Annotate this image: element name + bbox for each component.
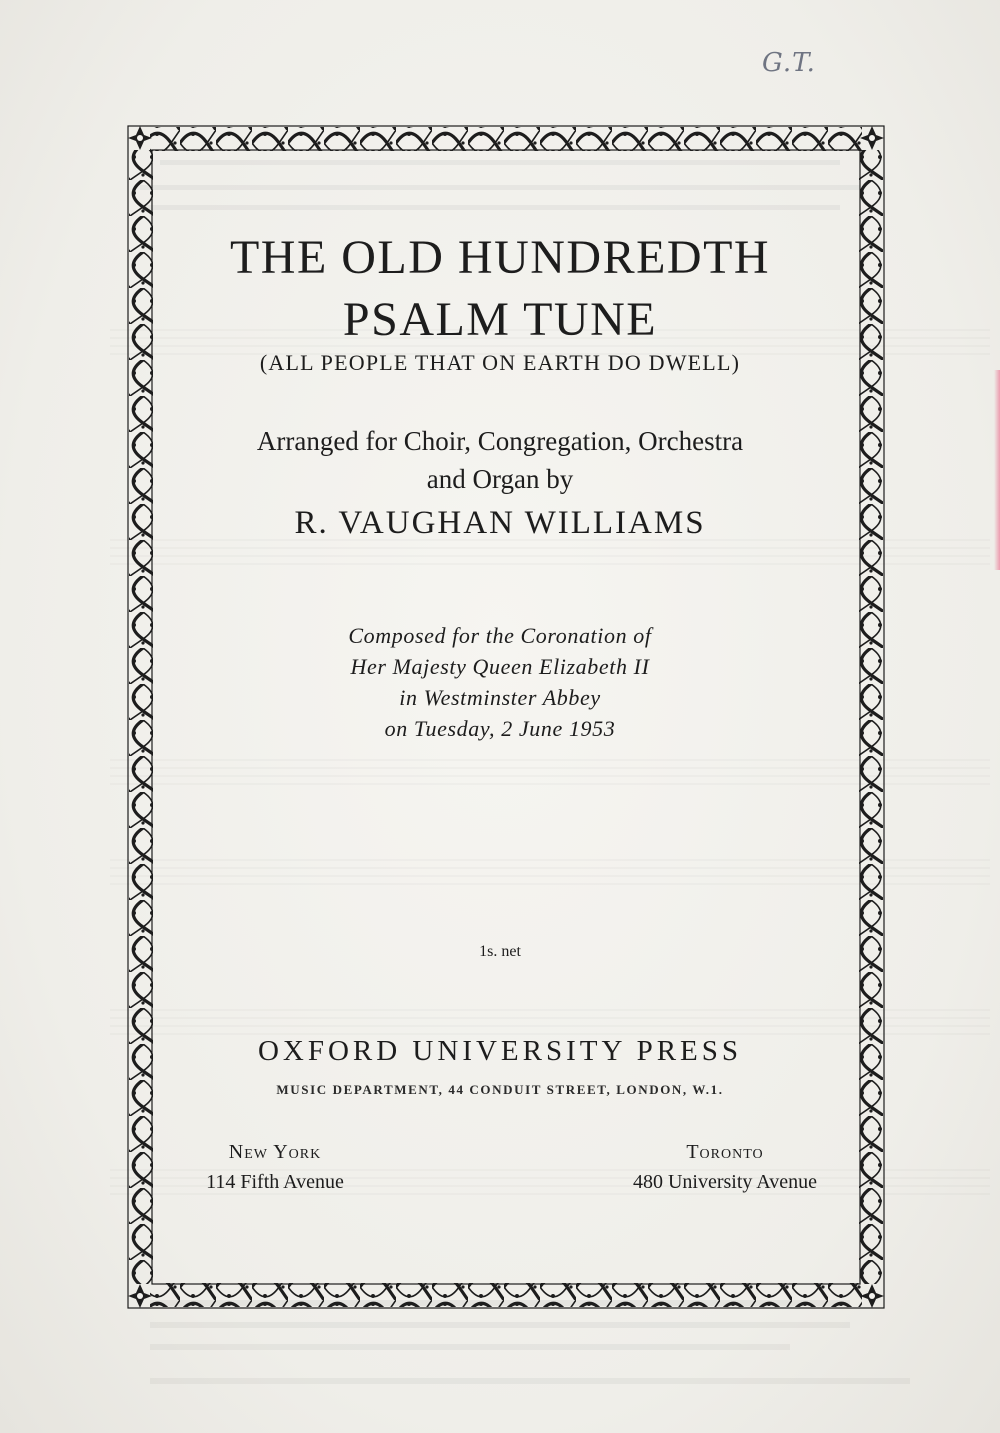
dedication-line-4: on Tuesday, 2 June 1953 bbox=[384, 716, 616, 741]
branch-street: 480 University Avenue bbox=[632, 1171, 818, 1193]
branch-street: 114 Fifth Avenue bbox=[206, 1171, 344, 1193]
arrangement-line-2: and Organ by bbox=[426, 464, 574, 494]
publisher-name: OXFORD UNIVERSITY PRESS bbox=[257, 1035, 743, 1067]
title-line-2: PSALM TUNE bbox=[342, 293, 658, 346]
arrangement-credit bbox=[150, 422, 850, 498]
subtitle: (ALL PEOPLE THAT ON EARTH DO DWELL) bbox=[259, 350, 741, 375]
dedication bbox=[150, 620, 850, 744]
branch-toronto bbox=[590, 1137, 860, 1197]
branch-city: Toronto bbox=[686, 1141, 764, 1163]
border-top bbox=[150, 127, 862, 151]
branch-new-york bbox=[150, 1137, 400, 1197]
title-line-1: THE OLD HUNDREDTH bbox=[229, 231, 771, 284]
arrangement-line-1: Arranged for Choir, Congregation, Orchestra bbox=[256, 426, 744, 456]
dedication-line-1: Composed for the Coronation of bbox=[348, 623, 652, 648]
composer-name: R. VAUGHAN WILLIAMS bbox=[294, 505, 706, 541]
border-bottom bbox=[150, 1283, 862, 1307]
price: 1s. net bbox=[479, 943, 521, 960]
border-right bbox=[859, 150, 883, 1284]
handwritten-note: G.T. bbox=[762, 48, 816, 78]
dedication-line-3: in Westminster Abbey bbox=[399, 685, 601, 710]
dedication-line-2: Her Majesty Queen Elizabeth II bbox=[350, 654, 650, 679]
publisher-address: MUSIC DEPARTMENT, 44 CONDUIT STREET, LONDON, W.1. bbox=[276, 1082, 724, 1097]
cover-content bbox=[150, 150, 850, 1270]
branch-city: New York bbox=[228, 1141, 322, 1163]
